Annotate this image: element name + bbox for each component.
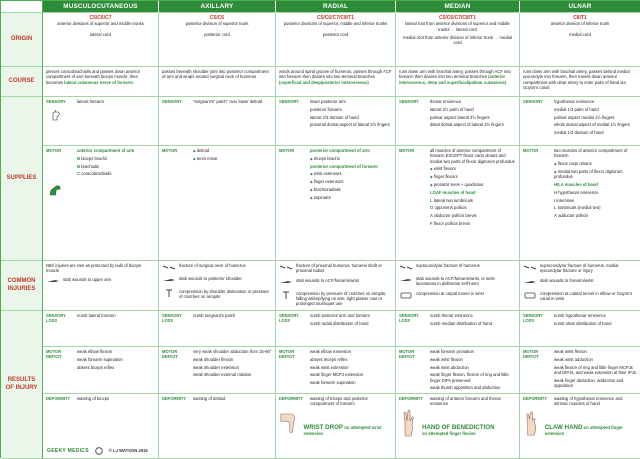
deformity-median: DEFORMITY wasting of anterior forearm and thenar eminence HAND OF BENEDICTION on attempted finger flexion — [396, 394, 520, 459]
bone-fracture-icon — [162, 263, 176, 272]
down-arrow-icon: ↓ — [99, 26, 102, 32]
origin-radial — [276, 13, 396, 67]
sensory-axillary: SENSORY "sergeant's" patch" over lower deltoid — [159, 97, 276, 146]
roots: C5/C6/C7/C8/T1 — [439, 15, 476, 21]
sensory-radial: SENSORY lower posterior arm posterior forearm lateral 2/3 dorsum of hand proximal dorsal aspect of lateral 3½ fingers — [276, 97, 396, 146]
sensory-loss-median: SENSORY LOSS numb thenar eminence numb median distribution of hand — [396, 311, 520, 347]
sensory-loss-ulnar: SENSORY LOSS numb hypothenar eminence numb ulnar distribution of hand — [520, 311, 640, 347]
deformity-axillary: DEFORMITY wasting of deltoid — [159, 394, 276, 459]
origin-line1: lateral root from anterior divisions of superior and middle trunks → lateral cord — [405, 21, 510, 32]
roots: C5/C6 — [209, 15, 225, 21]
down-arrow-icon: ↓ — [578, 26, 582, 32]
roots: C8/T1 — [573, 15, 587, 21]
motor-deficit-ulnar: MOTOR DEFICIT weak wrist flexion weak wrist adduction weak flexion of ring and little finger MCPJs and DIPJs, and weak extension at their IPJs weak finger abduction, adduction and opposition — [520, 347, 640, 394]
origin-text: anterior divisions of superior and middle trunks — [57, 21, 144, 27]
course-musculocutaneous: pierces coracobrachialis and passes down anterior compartment of arm beneath biceps muscle, then becomes lateral cutaneous nerve of forearm — [43, 67, 159, 97]
knife-icon — [399, 276, 413, 285]
down-arrow-icon: ↓ — [334, 26, 337, 32]
origin-axillary — [159, 13, 276, 67]
logo-text: GEEKY MEDICS — [47, 447, 89, 454]
sensory-loss-axillary: SENSORY LOSS numb sergeant's patch — [159, 311, 276, 347]
corner-cell — [1, 1, 43, 13]
deformity-radial: DEFORMITY wasting of triceps and posterior compartment of forearm WRIST DROP on attempted wrist extension — [276, 394, 396, 459]
col-header-radial: RADIAL — [276, 1, 396, 13]
bone-fracture-icon — [399, 263, 413, 272]
wrist-drop-hand-icon — [279, 409, 301, 437]
origin-text: anterior division of inferior trunk — [550, 21, 610, 27]
motor-median: MOTOR all muscles of anterior compartment of forearm EXCEPT flexor carpi ulnaris and medial two parts of flexor digitorum profundus ◆wrist flexors ◆finger flexors ◆pronator teres + quadratus LOAF muscles of hand L lateral two lumbricals O opponens pollicis A abductor pollicis brevis F flexor pollicis brevis — [396, 146, 520, 261]
down-arrow-icon: ↓ — [215, 26, 219, 32]
col-header-median: MEDIAN — [396, 1, 520, 13]
row-label-course: COURSE — [1, 67, 43, 97]
motor-ulnar: MOTOR two muscles of anterior compartment of forearm ◆flexor carpi ulnaris ◆medial two parts of flexor digitorum profundus HILA muscles of hand H hypothenar eminence I interossei L lumbricals (medial two) A adductor pollicis — [520, 146, 640, 261]
motor-deficit-axillary: MOTOR DEFICIT very weak shoulder abduction from 15-90° weak shoulder flexion weak shoulder extension weak shoulder external rotation — [159, 347, 276, 394]
row-label-results: RESULTS OF INJURY — [1, 311, 43, 459]
origin-cord: posterior cord — [204, 31, 230, 37]
roots: C5/C6/C7 — [89, 15, 112, 21]
col-header-ulnar: ULNAR — [520, 1, 640, 13]
course-axillary: passes beneath shoulder joint into posterior compartment of arm and wraps around surgical neck of humerus — [159, 67, 276, 97]
origin-ulnar — [520, 13, 640, 67]
origin-median — [396, 13, 520, 67]
row-label-origin: ORIGIN — [1, 13, 43, 67]
sensory-list: lateral forearm — [77, 99, 104, 104]
sensory-loss-radial: SENSORY LOSS numb posterior arm and forearm numb radial distribution of hand — [276, 311, 396, 347]
deformity-ulnar: DEFORMITY wasting of hypothenar eminence and intrinsic muscles of hand CLAW HAND on attempted finger extension — [520, 394, 640, 459]
crutch-icon — [279, 291, 293, 300]
origin-cord: lateral cord — [90, 31, 111, 37]
benediction-hand-icon — [399, 409, 419, 437]
origin-cord: medial cord — [569, 31, 591, 37]
credit-text: © LJ WATSON 2015 — [108, 448, 148, 454]
origin-cord: posterior cord — [322, 31, 349, 37]
flexed-arm-icon — [48, 183, 64, 197]
hand-sensory-icon — [50, 109, 62, 121]
motor-axillary: MOTOR ◆deltoid ◆teres minor — [159, 146, 276, 261]
knife-icon — [523, 278, 537, 287]
injuries-musculocutaneous: NB// injuries are rare as protected by bulk of biceps muscle stab wounds to upper arm — [43, 261, 159, 311]
license-icon — [95, 447, 103, 455]
sensory-musculocutaneous: SENSORY lateral forearm — [43, 97, 159, 146]
deformity-musculocutaneous: DEFORMITY wasting of biceps GEEKY MEDICS © LJ WATSON 2015 — [43, 394, 159, 459]
origin-text: posterior divisions of superior, middle and inferior trunks — [283, 21, 388, 27]
row-label-injuries: COMMON INJURIES — [1, 261, 43, 311]
motor-deficit-radial: MOTOR DEFICIT weak elbow extension absent triceps reflex weak wrist extension weak finger MCPJ extension weak forearm supination — [276, 347, 396, 394]
row-label-supplies: SUPPLIES — [1, 97, 43, 261]
bone-fracture-icon — [279, 263, 293, 272]
claw-hand-icon — [523, 409, 542, 437]
elbow-compression-icon — [523, 291, 537, 300]
course-median: runs down arm with brachial artery, passes through ACF into forearm then divides into two terminal branches (anterior interosseous, deep and superficial/palmar cutaneous) — [396, 67, 520, 97]
motor-radial: MOTOR posterior compartment of arm ◆triceps brachii posterior compartment of forearm ◆wrist extensors ◆finger extensors ◆brachioradialis ◆supinator — [276, 146, 396, 261]
knife-icon — [162, 276, 176, 285]
knife-icon — [46, 277, 60, 286]
sensory-median: SENSORY thenar eminence lateral 2½ palm of hand palmar aspect lateral 3½ fingers distal dorsal aspect of lateral 3½ fingers — [396, 97, 520, 146]
injuries-radial: fracture of proximal humerus, humeral shaft or proximal radius stab wounds to ACF/forearm/wrist compression by pressure of crutches on armpits, falling asleep/lying on arm, tight plaster cast or prolonged tourniquet use — [276, 261, 396, 311]
knife-icon — [279, 278, 293, 287]
sensory-ulnar: SENSORY hypothenar eminence medial 1/3 palm of hand palmar aspect medial 1½ fingers whole dorsal aspect of medial 1½ fingers medial 1/3 dorsum of hand — [520, 97, 640, 146]
footer — [47, 447, 148, 455]
motor-deficit-musculocutaneous: MOTOR DEFICIT weak elbow flexion weak forearm supination absent biceps reflex — [43, 347, 159, 394]
col-header-axillary: AXILLARY — [159, 1, 276, 13]
col-header-musculocutaneous: MUSCULOCUTANEOUS — [43, 1, 159, 13]
origin-text: posterior division of superior trunk — [185, 21, 249, 27]
course-ulnar: runs down arm with brachial artery, passes behind medial epicondyle into forearm, then travels down anterior compartment with ulnar artery to enter palm of hand via Guyon's canal — [520, 67, 640, 97]
bone-fracture-icon — [523, 263, 537, 272]
motor-musculocutaneous: MOTOR anterior compartment of arm B biceps brachii B brachialis C coracobrachialis — [43, 146, 159, 261]
roots: C5/C6/C7/C8/T1 — [317, 15, 354, 21]
origin-musculocutaneous — [43, 13, 159, 67]
course-radial: winds around spiral groove of humerus, passes through ACF into forearm then divides into two terminal branches (superficial and deep/posterior interosseous) — [276, 67, 396, 97]
injuries-median: supracondylar fracture of humerus stab wounds to ACF/forearm/wrist, or wrist lacerations in deliberate self-harm compression at carpal tunnel in wrist — [396, 261, 520, 311]
injuries-axillary: fracture of surgical neck of humerus stab wounds to posterior shoulder compression by shoulder dislocation or pressure of crutches on armpits — [159, 261, 276, 311]
wrist-compression-icon — [399, 291, 413, 300]
injuries-ulnar: supracondylar fracture of humerus, medial epicondylar fracture or injury stab wounds to forearm/wrist compression at cubital tunnel in elbow or Guyon's canal in wrist — [520, 261, 640, 311]
motor-deficit-median: MOTOR DEFICIT weak forearm pronation weak wrist flexion weak wrist abduction weak finger flexion, flexion of ring and little finger DIPs preserved weak thumb opposition and abduction — [396, 347, 520, 394]
origin-line2: medial root from anterior division of inferior trunk → medial cord — [403, 34, 512, 45]
sensory-loss-musculocutaneous: SENSORY LOSS numb lateral forearm — [43, 311, 159, 347]
crutch-icon — [162, 289, 176, 298]
